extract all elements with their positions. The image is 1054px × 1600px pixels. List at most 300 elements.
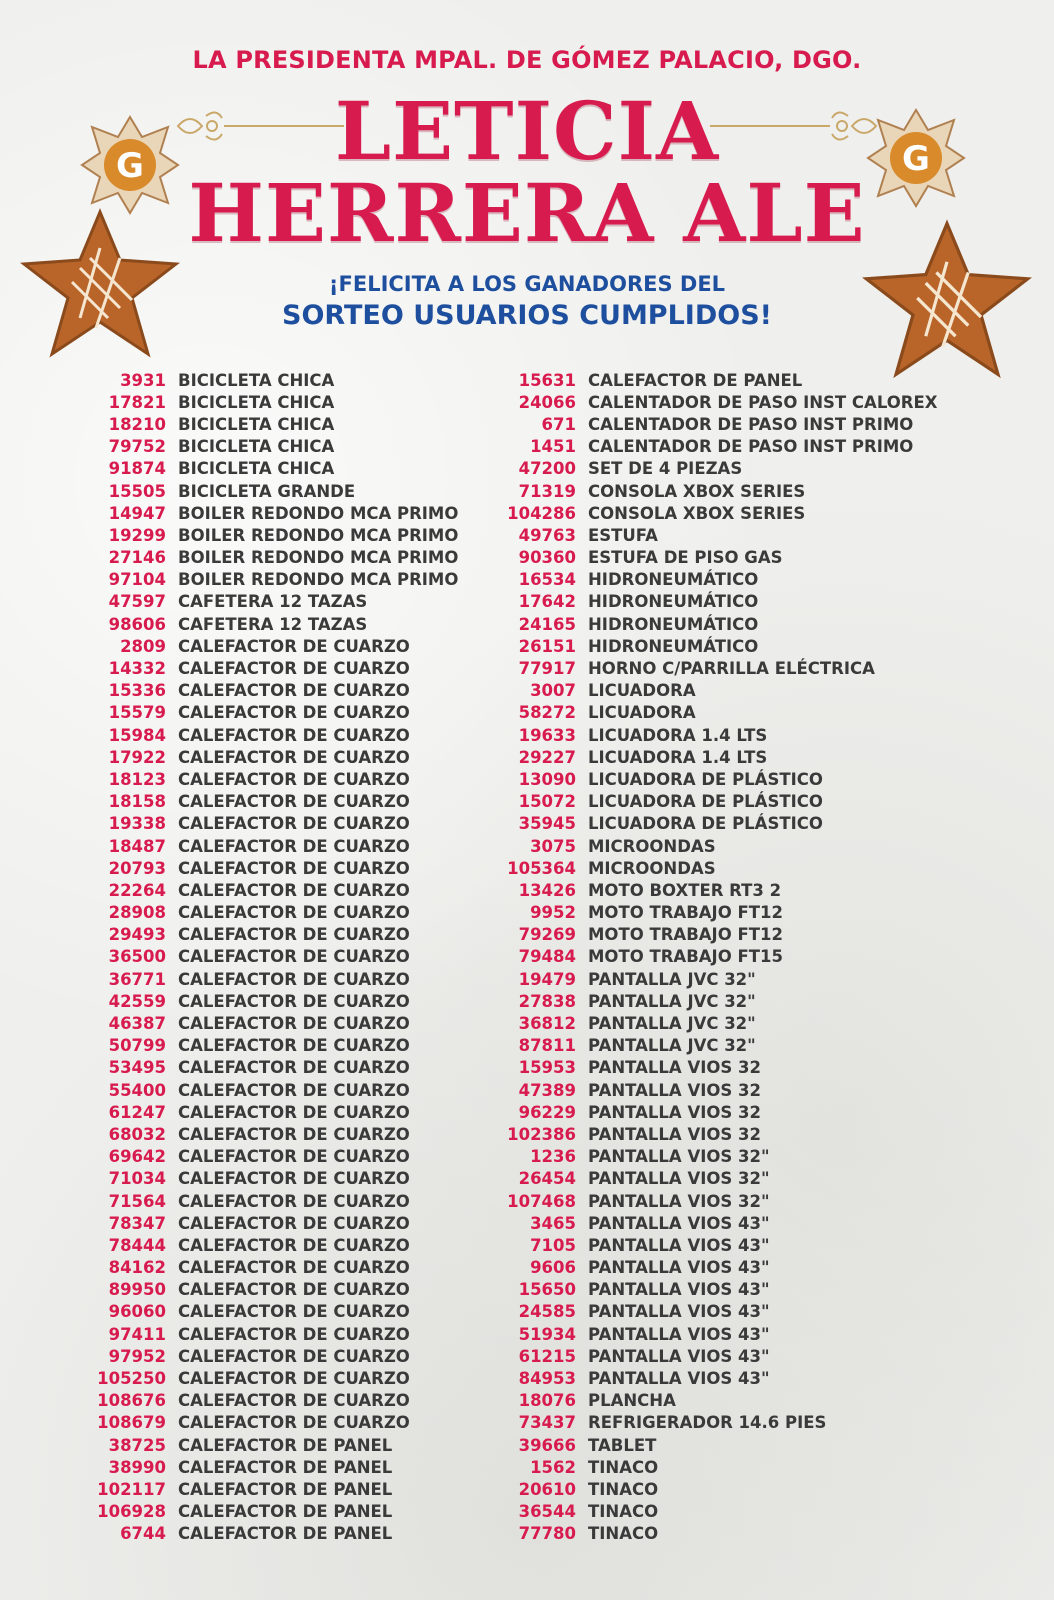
- prize-name: LICUADORA 1.4 LTS: [588, 747, 768, 767]
- prize-name: REFRIGERADOR 14.6 PIES: [588, 1413, 827, 1433]
- winner-row: [90, 946, 458, 968]
- winner-number: 108676: [97, 1391, 166, 1411]
- winner-row: [500, 1123, 937, 1145]
- winner-number: 38990: [108, 1457, 166, 1477]
- winner-row: [500, 524, 937, 546]
- winner-number: 17821: [108, 392, 166, 412]
- winner-row: [90, 702, 458, 724]
- winner-number: 27838: [518, 991, 576, 1011]
- prize-name: TINACO: [588, 1457, 659, 1477]
- winner-row: [90, 413, 458, 435]
- prize-name: CALEFACTOR DE PANEL: [178, 1502, 393, 1522]
- prize-name: CALEFACTOR DE CUARZO: [178, 947, 410, 967]
- winner-number: 24165: [518, 614, 576, 634]
- winner-row: [500, 1367, 937, 1389]
- winner-number: 36500: [108, 947, 166, 967]
- winner-row: [500, 369, 937, 391]
- winner-number: 29493: [108, 925, 166, 945]
- prize-name: CALEFACTOR DE CUARZO: [178, 1413, 410, 1433]
- prize-name: MOTO TRABAJO FT15: [588, 947, 783, 967]
- winner-row: [500, 1412, 937, 1434]
- prize-name: CONSOLA XBOX SERIES: [588, 481, 806, 501]
- winner-number: 36812: [518, 1014, 576, 1034]
- winner-number: 47200: [518, 459, 576, 479]
- winner-row: [90, 1412, 458, 1434]
- winner-row: [500, 413, 937, 435]
- winner-number: 61247: [108, 1102, 166, 1122]
- prize-name: TINACO: [588, 1479, 659, 1499]
- winner-number: 38725: [108, 1435, 166, 1455]
- winner-number: 20793: [108, 858, 166, 878]
- prize-name: BICICLETA CHICA: [178, 392, 335, 412]
- prize-name: HIDRONEUMÁTICO: [588, 592, 759, 612]
- winner-number: 6744: [120, 1524, 166, 1544]
- winner-number: 22264: [108, 880, 166, 900]
- winner-row: [90, 1035, 458, 1057]
- winner-row: [90, 635, 458, 657]
- winner-row: [90, 569, 458, 591]
- winner-number: 35945: [518, 814, 576, 834]
- prize-name: CALEFACTOR DE CUARZO: [178, 1391, 410, 1411]
- prize-name: ESTUFA DE PISO GAS: [588, 548, 783, 568]
- winner-number: 90360: [518, 548, 576, 568]
- prize-name: MICROONDAS: [588, 836, 716, 856]
- winners-list-left: [90, 369, 458, 1545]
- winner-number: 91874: [108, 459, 166, 479]
- winner-number: 55400: [108, 1080, 166, 1100]
- winner-number: 15072: [518, 792, 576, 812]
- prize-name: PANTALLA JVC 32": [588, 991, 756, 1011]
- prize-name: BICICLETA CHICA: [178, 414, 335, 434]
- winner-row: [90, 1523, 458, 1545]
- prize-name: CALEFACTOR DE CUARZO: [178, 814, 410, 834]
- winner-number: 53495: [108, 1058, 166, 1078]
- prize-name: PANTALLA VIOS 32: [588, 1058, 761, 1078]
- prize-name: CALEFACTOR DE CUARZO: [178, 1302, 410, 1322]
- winner-number: 1236: [530, 1147, 576, 1167]
- winner-number: 61215: [518, 1346, 576, 1366]
- prize-name: CALEFACTOR DE CUARZO: [178, 969, 410, 989]
- winner-number: 87811: [518, 1036, 576, 1056]
- winner-number: 71034: [108, 1169, 166, 1189]
- winner-number: 18158: [108, 792, 166, 812]
- prize-name: PANTALLA VIOS 32: [588, 1124, 761, 1144]
- winner-row: [500, 1456, 937, 1478]
- winner-number: 105250: [97, 1369, 166, 1389]
- winner-number: 15336: [108, 681, 166, 701]
- winner-row: [90, 990, 458, 1012]
- winners-list-right: [500, 369, 937, 1545]
- winner-number: 17642: [518, 592, 576, 612]
- winner-row: [500, 990, 937, 1012]
- winner-number: 58272: [518, 703, 576, 723]
- winner-number: 102386: [507, 1124, 576, 1144]
- prize-name: CALEFACTOR DE CUARZO: [178, 880, 410, 900]
- prize-name: CALENTADOR DE PASO INST PRIMO: [588, 437, 914, 457]
- winner-number: 19479: [518, 969, 576, 989]
- winner-number: 84162: [108, 1258, 166, 1278]
- prize-name: CALEFACTOR DE CUARZO: [178, 991, 410, 1011]
- winner-number: 13426: [518, 880, 576, 900]
- winner-row: [500, 591, 937, 613]
- winner-number: 19299: [108, 525, 166, 545]
- winner-number: 71564: [108, 1191, 166, 1211]
- winner-number: 73437: [518, 1413, 576, 1433]
- prize-name: PANTALLA JVC 32": [588, 1036, 756, 1056]
- winner-number: 42559: [108, 991, 166, 1011]
- svg-text:G: G: [116, 146, 144, 186]
- winner-row: [500, 857, 937, 879]
- winner-row: [90, 902, 458, 924]
- winner-number: 27146: [108, 548, 166, 568]
- winner-number: 78347: [108, 1213, 166, 1233]
- prize-name: CALEFACTOR DE CUARZO: [178, 1147, 410, 1167]
- winner-number: 3075: [530, 836, 576, 856]
- winner-number: 104286: [507, 503, 576, 523]
- prize-name: CALEFACTOR DE CUARZO: [178, 1280, 410, 1300]
- prize-name: CALEFACTOR DE CUARZO: [178, 858, 410, 878]
- g-logo-cookie-icon: [80, 115, 180, 215]
- prize-name: CALEFACTOR DE PANEL: [178, 1435, 393, 1455]
- prize-name: PANTALLA VIOS 32": [588, 1147, 770, 1167]
- winner-row: [90, 879, 458, 901]
- prize-name: BOILER REDONDO MCA PRIMO: [178, 503, 459, 523]
- prize-name: PANTALLA VIOS 32": [588, 1169, 770, 1189]
- winner-number: 79269: [518, 925, 576, 945]
- winner-number: 3465: [530, 1213, 576, 1233]
- winner-row: [500, 879, 937, 901]
- prize-name: CALEFACTOR DE CUARZO: [178, 1235, 410, 1255]
- prize-name: CALEFACTOR DE CUARZO: [178, 1036, 410, 1056]
- prize-name: SET DE 4 PIEZAS: [588, 459, 743, 479]
- winner-row: [90, 1257, 458, 1279]
- winner-row: [500, 502, 937, 524]
- winner-number: 1451: [530, 437, 576, 457]
- winner-row: [90, 1057, 458, 1079]
- prize-name: CALEFACTOR DE CUARZO: [178, 836, 410, 856]
- prize-name: CALEFACTOR DE CUARZO: [178, 1169, 410, 1189]
- winner-row: [500, 1523, 937, 1545]
- winner-row: [500, 1390, 937, 1412]
- winner-row: [90, 791, 458, 813]
- winner-row: [500, 813, 937, 835]
- prize-name: CALEFACTOR DE CUARZO: [178, 1080, 410, 1100]
- prize-name: PANTALLA VIOS 43": [588, 1258, 770, 1278]
- winner-row: [500, 458, 937, 480]
- winner-number: 18210: [108, 414, 166, 434]
- winner-number: 18487: [108, 836, 166, 856]
- prize-name: PANTALLA VIOS 43": [588, 1235, 770, 1255]
- prize-name: HIDRONEUMÁTICO: [588, 636, 759, 656]
- winner-number: 19633: [518, 725, 576, 745]
- winner-number: 69642: [108, 1147, 166, 1167]
- winner-row: [90, 1123, 458, 1145]
- winner-row: [500, 480, 937, 502]
- winner-number: 46387: [108, 1014, 166, 1034]
- winner-row: [90, 1478, 458, 1500]
- winner-number: 24066: [518, 392, 576, 412]
- prize-name: CALEFACTOR DE PANEL: [178, 1479, 393, 1499]
- prize-name: HORNO C/PARRILLA ELÉCTRICA: [588, 659, 875, 679]
- winner-row: [90, 1501, 458, 1523]
- winner-row: [90, 680, 458, 702]
- winner-row: [90, 547, 458, 569]
- prize-name: LICUADORA: [588, 681, 696, 701]
- winner-row: [500, 902, 937, 924]
- winner-row: [500, 657, 937, 679]
- winner-row: [90, 746, 458, 768]
- winner-number: 39666: [518, 1435, 576, 1455]
- winner-row: [90, 835, 458, 857]
- winner-number: 3007: [530, 681, 576, 701]
- prize-name: CALEFACTOR DE CUARZO: [178, 659, 410, 679]
- prize-name: CALEFACTOR DE CUARZO: [178, 636, 410, 656]
- winner-number: 15984: [108, 725, 166, 745]
- winner-number: 51934: [518, 1324, 576, 1344]
- winner-number: 106928: [97, 1502, 166, 1522]
- prize-name: MOTO TRABAJO FT12: [588, 903, 783, 923]
- winner-row: [90, 1456, 458, 1478]
- winner-number: 49763: [518, 525, 576, 545]
- winner-number: 15579: [108, 703, 166, 723]
- prize-name: LICUADORA: [588, 703, 696, 723]
- prize-name: CALENTADOR DE PASO INST PRIMO: [588, 414, 914, 434]
- winner-row: [500, 1301, 937, 1323]
- winner-number: 9952: [530, 903, 576, 923]
- prize-name: PANTALLA VIOS 32": [588, 1191, 770, 1211]
- prize-name: PANTALLA VIOS 43": [588, 1302, 770, 1322]
- prize-name: BOILER REDONDO MCA PRIMO: [178, 548, 459, 568]
- winner-number: 2809: [120, 636, 166, 656]
- prize-name: LICUADORA 1.4 LTS: [588, 725, 768, 745]
- prize-name: BICICLETA GRANDE: [178, 481, 356, 501]
- prize-name: BOILER REDONDO MCA PRIMO: [178, 570, 459, 590]
- prize-name: TABLET: [588, 1435, 657, 1455]
- winner-row: [90, 768, 458, 790]
- winner-row: [90, 1390, 458, 1412]
- prize-name: LICUADORA DE PLÁSTICO: [588, 769, 823, 789]
- prize-name: CALEFACTOR DE PANEL: [178, 1524, 393, 1544]
- winner-number: 3931: [120, 370, 166, 390]
- prize-name: BICICLETA CHICA: [178, 370, 335, 390]
- winner-number: 29227: [518, 747, 576, 767]
- winner-number: 84953: [518, 1369, 576, 1389]
- winner-row: [500, 702, 937, 724]
- prize-name: CALEFACTOR DE CUARZO: [178, 1014, 410, 1034]
- winner-row: [90, 458, 458, 480]
- winner-row: [500, 613, 937, 635]
- winner-number: 26454: [518, 1169, 576, 1189]
- winner-row: [90, 591, 458, 613]
- winner-row: [90, 1190, 458, 1212]
- winner-row: [90, 657, 458, 679]
- winner-row: [500, 724, 937, 746]
- winner-row: [90, 724, 458, 746]
- prize-name: CALEFACTOR DE PANEL: [178, 1457, 393, 1477]
- prize-name: PANTALLA VIOS 43": [588, 1280, 770, 1300]
- prize-name: CALEFACTOR DE CUARZO: [178, 1191, 410, 1211]
- prize-name: HIDRONEUMÁTICO: [588, 614, 759, 634]
- winner-number: 68032: [108, 1124, 166, 1144]
- winner-number: 78444: [108, 1235, 166, 1255]
- winner-row: [500, 436, 937, 458]
- winner-row: [500, 924, 937, 946]
- prize-name: PANTALLA JVC 32": [588, 969, 756, 989]
- winner-row: [500, 1079, 937, 1101]
- prize-name: CALEFACTOR DE CUARZO: [178, 703, 410, 723]
- winner-row: [90, 524, 458, 546]
- winner-row: [90, 1101, 458, 1123]
- winner-number: 79484: [518, 947, 576, 967]
- name-line-2: HERRERA ALE: [188, 166, 866, 260]
- prize-name: HIDRONEUMÁTICO: [588, 570, 759, 590]
- winner-row: [500, 835, 937, 857]
- prize-name: LICUADORA DE PLÁSTICO: [588, 792, 823, 812]
- winner-row: [90, 1234, 458, 1256]
- winner-row: [90, 502, 458, 524]
- winner-row: [500, 1279, 937, 1301]
- prize-name: CALEFACTOR DE CUARZO: [178, 769, 410, 789]
- winner-row: [500, 1190, 937, 1212]
- prize-name: PANTALLA VIOS 43": [588, 1369, 770, 1389]
- winner-number: 47597: [108, 592, 166, 612]
- winner-number: 26151: [518, 636, 576, 656]
- winner-number: 98606: [108, 614, 166, 634]
- winner-row: [90, 1345, 458, 1367]
- winner-row: [90, 1367, 458, 1389]
- winner-number: 105364: [507, 858, 576, 878]
- winner-row: [500, 635, 937, 657]
- page-subtitle: LA PRESIDENTA MPAL. DE GÓMEZ PALACIO, DGO.: [192, 46, 862, 74]
- winner-row: [500, 1434, 937, 1456]
- winner-row: [500, 1101, 937, 1123]
- winner-number: 15505: [108, 481, 166, 501]
- winner-row: [90, 480, 458, 502]
- prize-name: ESTUFA: [588, 525, 658, 545]
- winner-number: 18123: [108, 769, 166, 789]
- winner-row: [500, 1012, 937, 1034]
- prize-name: CALEFACTOR DE CUARZO: [178, 925, 410, 945]
- prize-name: CALEFACTOR DE CUARZO: [178, 725, 410, 745]
- winner-row: [500, 791, 937, 813]
- g-logo-cookie-icon: [866, 108, 966, 208]
- prize-name: CALEFACTOR DE CUARZO: [178, 1369, 410, 1389]
- winner-number: 1562: [530, 1457, 576, 1477]
- prize-name: CALEFACTOR DE CUARZO: [178, 1324, 410, 1344]
- winner-number: 79752: [108, 437, 166, 457]
- prize-name: CAFETERA 12 TAZAS: [178, 614, 368, 634]
- prize-name: PANTALLA VIOS 43": [588, 1324, 770, 1344]
- winner-row: [90, 1323, 458, 1345]
- prize-name: CALEFACTOR DE CUARZO: [178, 903, 410, 923]
- winner-number: 671: [541, 414, 576, 434]
- name-line-1: LETICIA: [334, 84, 720, 178]
- winner-row: [90, 1146, 458, 1168]
- prize-name: CONSOLA XBOX SERIES: [588, 503, 806, 523]
- winner-number: 102117: [97, 1479, 166, 1499]
- winner-number: 71319: [518, 481, 576, 501]
- winner-row: [500, 1501, 937, 1523]
- winner-number: 15650: [518, 1280, 576, 1300]
- winner-row: [500, 1057, 937, 1079]
- svg-text:G: G: [902, 139, 930, 179]
- prize-name: CALEFACTOR DE CUARZO: [178, 1213, 410, 1233]
- prize-name: CALEFACTOR DE CUARZO: [178, 1346, 410, 1366]
- winner-number: 36771: [108, 969, 166, 989]
- winner-row: [500, 1234, 937, 1256]
- winner-row: [500, 569, 937, 591]
- winner-number: 13090: [518, 769, 576, 789]
- prize-name: BICICLETA CHICA: [178, 459, 335, 479]
- prize-name: PLANCHA: [588, 1391, 676, 1411]
- winner-number: 108679: [97, 1413, 166, 1433]
- winner-number: 15953: [518, 1058, 576, 1078]
- winner-number: 16534: [518, 570, 576, 590]
- winner-row: [500, 946, 937, 968]
- winner-number: 97104: [108, 570, 166, 590]
- winner-row: [90, 1434, 458, 1456]
- winner-number: 24585: [518, 1302, 576, 1322]
- winner-number: 97411: [108, 1324, 166, 1344]
- winner-number: 17922: [108, 747, 166, 767]
- congrats-line-1: ¡FELICITA A LOS GANADORES DEL: [328, 272, 726, 296]
- prize-name: CALEFACTOR DE CUARZO: [178, 1102, 410, 1122]
- winner-row: [90, 1212, 458, 1234]
- winner-row: [500, 1168, 937, 1190]
- winner-number: 77780: [518, 1524, 576, 1544]
- winner-row: [90, 1079, 458, 1101]
- winner-row: [90, 924, 458, 946]
- prize-name: CALEFACTOR DE CUARZO: [178, 747, 410, 767]
- prize-name: BOILER REDONDO MCA PRIMO: [178, 525, 459, 545]
- winner-row: [500, 1212, 937, 1234]
- winner-number: 50799: [108, 1036, 166, 1056]
- winner-number: 18076: [518, 1391, 576, 1411]
- winner-row: [90, 369, 458, 391]
- prize-name: CALEFACTOR DE CUARZO: [178, 1058, 410, 1078]
- winner-row: [90, 968, 458, 990]
- winner-row: [500, 1146, 937, 1168]
- winner-number: 107468: [507, 1191, 576, 1211]
- prize-name: PANTALLA JVC 32": [588, 1014, 756, 1034]
- winner-number: 15631: [518, 370, 576, 390]
- winner-row: [500, 768, 937, 790]
- winner-row: [90, 613, 458, 635]
- winner-row: [500, 391, 937, 413]
- winner-number: 28908: [108, 903, 166, 923]
- prize-name: PANTALLA VIOS 43": [588, 1346, 770, 1366]
- winner-row: [90, 1279, 458, 1301]
- winner-number: 96229: [518, 1102, 576, 1122]
- prize-name: CALENTADOR DE PASO INST CALOREX: [588, 392, 938, 412]
- winner-row: [500, 1478, 937, 1500]
- congrats-line-2: SORTEO USUARIOS CUMPLIDOS!: [282, 300, 772, 331]
- winner-number: 9606: [530, 1258, 576, 1278]
- prize-name: TINACO: [588, 1502, 659, 1522]
- winner-row: [500, 680, 937, 702]
- winner-row: [500, 1345, 937, 1367]
- winner-row: [500, 1257, 937, 1279]
- winner-number: 89950: [108, 1280, 166, 1300]
- prize-name: PANTALLA VIOS 32: [588, 1080, 761, 1100]
- star-cookie-icon: [20, 208, 180, 358]
- winner-row: [90, 1168, 458, 1190]
- prize-name: MOTO TRABAJO FT12: [588, 925, 783, 945]
- winner-number: 7105: [530, 1235, 576, 1255]
- winner-number: 14947: [108, 503, 166, 523]
- winner-row: [500, 968, 937, 990]
- prize-name: MOTO BOXTER RT3 2: [588, 880, 782, 900]
